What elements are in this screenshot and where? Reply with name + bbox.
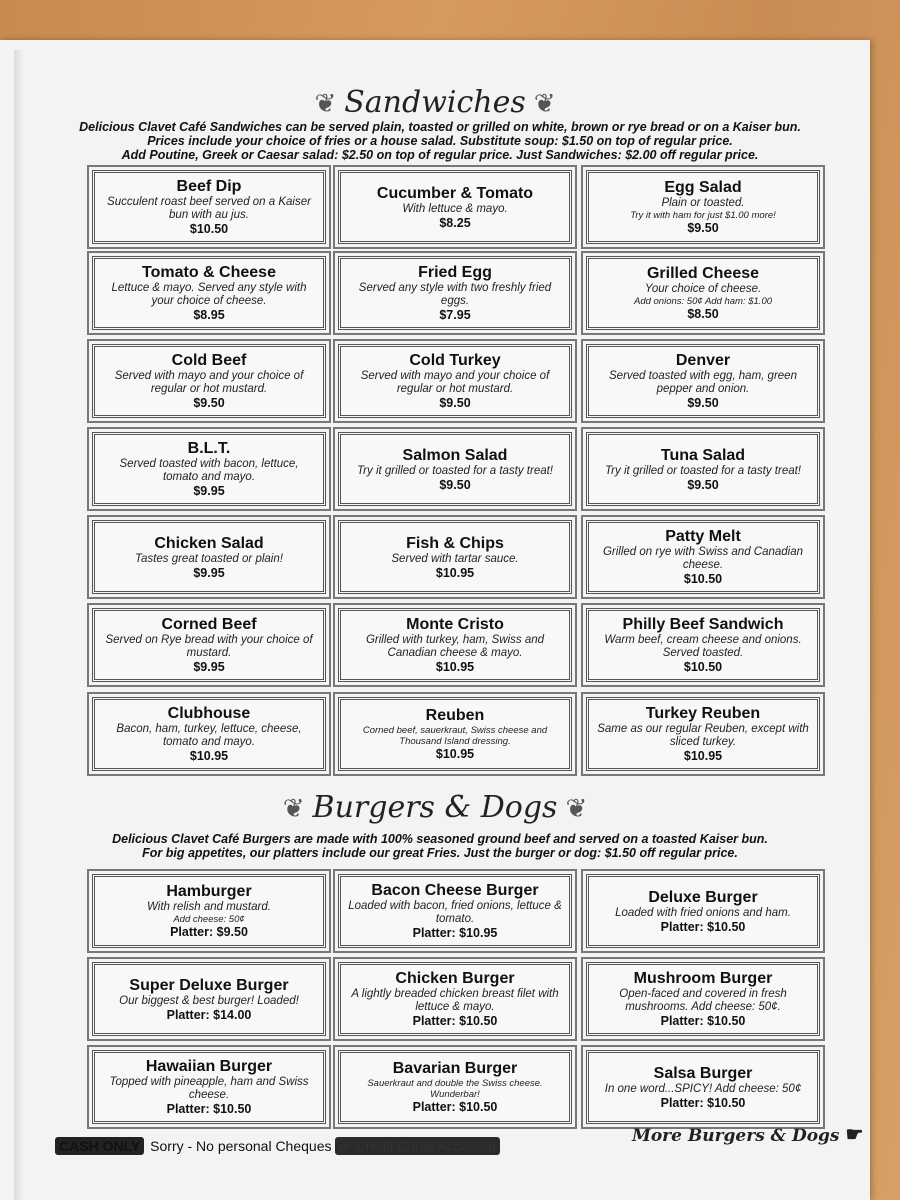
sandwiches-intro-line: Prices include your choice of fries or a house salad. Substitute soup: $1.50 on top of regular price.	[147, 134, 733, 148]
item-name: Fish & Chips	[406, 534, 504, 552]
item-description: Warm beef, cream cheese and onions. Served toasted.	[604, 634, 802, 659]
item-price: $10.50	[189, 222, 229, 236]
item-note: Try it with ham for just $1.00 more!	[630, 210, 776, 221]
burgers-title: Burgers & Dogs	[312, 790, 558, 825]
item-name: Cold Turkey	[409, 352, 501, 369]
item-name: Turkey Reuben	[645, 705, 761, 722]
page-fold	[14, 50, 24, 1200]
item-description: Served toasted with bacon, lettuce, tomato and mayo.	[119, 458, 299, 483]
burger-card-deluxe-burger	[586, 874, 820, 948]
item-name: Philly Beef Sandwich	[622, 616, 784, 633]
no-cheques-text: Sorry - No personal Cheques	[150, 1138, 332, 1154]
item-name: Salmon Salad	[402, 446, 508, 464]
item-name: Patty Melt	[665, 528, 741, 545]
item-price: $10.50	[683, 572, 723, 586]
sandwich-card-b-l-t	[92, 432, 326, 506]
item-name: Cold Beef	[171, 352, 247, 369]
item-name: Hamburger	[166, 883, 252, 900]
item-name: Reuben	[425, 707, 485, 724]
sandwich-card-turkey-reuben	[586, 697, 820, 771]
sandwich-card-grilled-cheese	[586, 256, 820, 330]
item-price: $9.50	[439, 477, 471, 492]
item-name: Tomato & Cheese	[142, 264, 276, 281]
burger-card-mushroom-burger	[586, 962, 820, 1036]
burgers-intro	[50, 832, 830, 860]
item-description: Our biggest & best burger! Loaded!	[119, 994, 299, 1007]
item-description: A lightly breaded chicken breast filet with lettuce & mayo.	[351, 988, 559, 1013]
item-name: Cucumber & Tomato	[376, 184, 534, 202]
item-name: Fried Egg	[418, 264, 492, 281]
item-description: Grilled on rye with Swiss and Canadian cheese.	[602, 546, 804, 571]
item-description: Tastes great toasted or plain!	[135, 552, 283, 565]
burger-card-salsa-burger	[586, 1050, 820, 1124]
item-name: Tuna Salad	[660, 446, 746, 464]
more-burgers-text: More Burgers & Dogs	[632, 1126, 840, 1146]
sandwich-card-chicken-salad	[92, 520, 326, 594]
burgers-intro-line: For big appetites, our platters include our great Fries. Just the burger or dog: $1.50 off regular price.	[142, 846, 738, 860]
item-name: Monte Cristo	[406, 616, 504, 633]
item-description: Served with tartar sauce.	[391, 552, 519, 565]
burger-card-hawaiian-burger	[92, 1050, 326, 1124]
item-price: $10.95	[435, 660, 475, 674]
cash-only-badge: CASH ONLY	[55, 1137, 144, 1155]
item-name: Bavarian Burger	[392, 1060, 518, 1077]
item-description: With relish and mustard.	[147, 901, 271, 913]
burger-card-super-deluxe-burger	[92, 962, 326, 1036]
item-description: Bacon, ham, turkey, lettuce, cheese, tomato and mayo.	[116, 723, 302, 748]
item-price: Platter: $10.95	[412, 926, 498, 940]
item-description: Topped with pineapple, ham and Swiss cheese.	[109, 1076, 309, 1101]
sandwich-card-philly-beef-sandwich	[586, 608, 820, 682]
item-price: Platter: $10.50	[660, 1095, 746, 1110]
burger-card-bacon-cheese-burger	[338, 874, 572, 948]
item-name: Denver	[675, 352, 731, 369]
item-price: Platter: $10.50	[166, 1102, 252, 1116]
item-description: Try it grilled or toasted for a tasty treat!	[357, 464, 553, 477]
sandwich-card-beef-dip	[92, 170, 326, 244]
item-price: $10.95	[683, 749, 723, 763]
item-price: Platter: $10.50	[660, 919, 746, 934]
item-description: In one word...SPICY! Add cheese: 50¢	[604, 1082, 802, 1095]
item-description: Served toasted with egg, ham, green pepper and onion.	[609, 370, 797, 395]
item-price: $8.95	[193, 308, 225, 322]
item-description: Served with mayo and your choice of regular or hot mustard.	[360, 370, 550, 395]
item-name: Chicken Salad	[154, 534, 264, 552]
item-price: $8.25	[439, 215, 471, 230]
item-name: Salsa Burger	[653, 1064, 753, 1082]
sandwiches-intro	[50, 120, 830, 162]
item-description: Served with mayo and your choice of regular or hot mustard.	[114, 370, 304, 395]
sandwiches-intro-line: Add Poutine, Greek or Caesar salad: $2.50 on top of regular price. Just Sandwiches: $2.00 off regular price.	[121, 148, 759, 162]
leaf-icon: ❦	[282, 794, 305, 824]
sandwich-card-patty-melt	[586, 520, 820, 594]
item-name: Mushroom Burger	[633, 970, 773, 987]
credit-cards-text: or Credit Cards Accepted	[335, 1137, 499, 1155]
item-description: Lettuce & mayo. Served any style with your choice of cheese.	[111, 282, 307, 307]
sandwich-card-fish-chips	[338, 520, 572, 594]
item-price: $9.50	[439, 396, 471, 410]
item-name: Egg Salad	[664, 179, 742, 196]
item-description: Grilled with turkey, ham, Swiss and Canadian cheese & mayo.	[365, 634, 545, 659]
item-note: Sauerkraut and double the Swiss cheese. Wunderbar!	[367, 1078, 543, 1100]
item-price: $10.95	[189, 749, 229, 763]
item-name: Corned Beef	[161, 616, 257, 633]
sandwich-card-cucumber-tomato	[338, 170, 572, 244]
item-name: Bacon Cheese Burger	[371, 882, 539, 899]
item-price: Platter: $10.50	[412, 1014, 498, 1028]
sandwich-card-corned-beef	[92, 608, 326, 682]
item-name: Clubhouse	[167, 705, 251, 722]
leaf-icon: ❦	[565, 794, 588, 824]
item-description: Served any style with two freshly fried eggs.	[358, 282, 552, 307]
item-price: Platter: $10.50	[660, 1014, 746, 1028]
item-price: $10.95	[435, 747, 475, 761]
sandwich-card-cold-beef	[92, 344, 326, 418]
item-price: $9.95	[193, 484, 225, 498]
item-description: Loaded with fried onions and ham.	[615, 906, 791, 919]
sandwich-card-tuna-salad	[586, 432, 820, 506]
more-burgers-link	[632, 1122, 863, 1146]
item-name: Super Deluxe Burger	[129, 976, 289, 994]
item-price: $10.50	[683, 660, 723, 674]
item-name: Beef Dip	[176, 178, 242, 195]
item-name: Grilled Cheese	[646, 265, 760, 282]
sandwich-card-monte-cristo	[338, 608, 572, 682]
item-name: Deluxe Burger	[648, 888, 758, 906]
item-note: Add cheese: 50¢	[173, 914, 245, 925]
item-description: Same as our regular Reuben, except with sliced turkey.	[597, 723, 809, 748]
item-price: Platter: $9.50	[170, 925, 248, 939]
sandwich-card-reuben	[338, 697, 572, 771]
item-price: $10.95	[435, 565, 475, 580]
burger-card-bavarian-burger	[338, 1050, 572, 1124]
item-price: $9.50	[193, 396, 225, 410]
sandwich-card-salmon-salad	[338, 432, 572, 506]
item-price: $9.95	[193, 660, 225, 674]
leaf-icon: ❦	[533, 89, 556, 119]
item-description: Succulent roast beef served on a Kaiser bun with au jus.	[107, 196, 311, 221]
item-description: Served on Rye bread with your choice of mustard.	[105, 634, 313, 659]
item-description: Loaded with bacon, fried onions, lettuce & tomato.	[348, 900, 562, 925]
item-note: Add onions: 50¢ Add ham: $1.00	[633, 296, 773, 307]
item-note: Corned beef, sauerkraut, Swiss cheese and Thousand Island dressing.	[362, 725, 548, 747]
sandwiches-intro-line: Delicious Clavet Café Sandwiches can be served plain, toasted or grilled on white, brown or rye bread or on a Kaiser bun.	[79, 120, 801, 134]
item-price: Platter: $14.00	[166, 1007, 252, 1022]
burger-card-hamburger	[92, 874, 326, 948]
item-name: Chicken Burger	[395, 970, 515, 987]
pointing-hand-icon: ☛	[845, 1122, 864, 1146]
item-price: $9.95	[193, 565, 225, 580]
item-price: $9.50	[687, 396, 719, 410]
item-name: B.L.T.	[187, 440, 231, 457]
sandwiches-title: Sandwiches	[344, 85, 526, 120]
burgers-intro-line: Delicious Clavet Café Burgers are made with 100% seasoned ground beef and served on a toasted Kaiser bun.	[112, 832, 768, 846]
item-price: $9.50	[687, 477, 719, 492]
item-description: With lettuce & mayo.	[402, 202, 508, 215]
burger-card-chicken-burger	[338, 962, 572, 1036]
item-price: $7.95	[439, 308, 471, 322]
sandwiches-heading	[0, 85, 870, 120]
item-description: Your choice of cheese.	[644, 283, 762, 295]
item-price: $9.50	[687, 221, 719, 235]
item-description: Plain or toasted.	[661, 197, 745, 209]
sandwich-card-fried-egg	[338, 256, 572, 330]
payment-note	[55, 1138, 500, 1154]
item-description: Try it grilled or toasted for a tasty treat!	[605, 464, 801, 477]
sandwich-card-clubhouse	[92, 697, 326, 771]
sandwich-card-cold-turkey	[338, 344, 572, 418]
sandwich-card-denver	[586, 344, 820, 418]
item-price: Platter: $10.50	[412, 1100, 498, 1114]
sandwich-card-egg-salad	[586, 170, 820, 244]
leaf-icon: ❦	[314, 89, 337, 119]
item-name: Hawaiian Burger	[145, 1058, 273, 1075]
item-price: $8.50	[687, 307, 719, 321]
burgers-heading	[0, 790, 870, 825]
item-description: Open-faced and covered in fresh mushrooms. Add cheese: 50¢.	[619, 988, 787, 1013]
sandwich-card-tomato-cheese	[92, 256, 326, 330]
